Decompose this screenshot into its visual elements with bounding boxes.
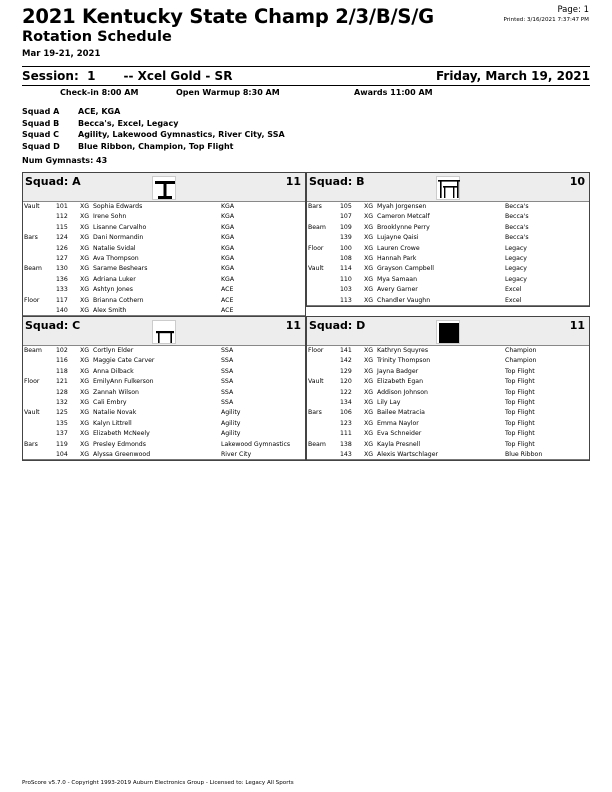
event-cell: Beam: [308, 223, 326, 231]
footer-copyright: ProScore v5.7.0 - Copyright 1993-2019 Auburn Electronics Group - Licensed to: Legacy All Sports: [22, 780, 294, 786]
level-cell: XG: [364, 275, 374, 283]
squad-roster: [23, 346, 305, 460]
level-cell: XG: [364, 296, 374, 304]
competitor-number: 130: [56, 265, 68, 273]
squad-key: Squad C: [22, 130, 59, 140]
table-row: [307, 419, 589, 429]
level-cell: XG: [364, 223, 374, 231]
level-cell: XG: [364, 388, 374, 396]
gymnast-name: Kathryn Squyres: [377, 347, 429, 354]
club-name: KGA: [221, 203, 235, 210]
squad-title: Squad: D: [309, 319, 366, 332]
table-row: [307, 233, 589, 243]
club-name: ACE: [221, 306, 234, 314]
gymnast-name: Grayson Campbell: [377, 265, 434, 273]
squad-panel-a: [22, 172, 306, 317]
squad-panel-header: [23, 317, 305, 346]
event-cell: Vault: [308, 265, 324, 273]
club-name: Top Flight: [505, 409, 535, 417]
table-row: [23, 254, 305, 264]
competitor-number: 103: [340, 286, 352, 294]
num-gymnasts: Num Gymnasts: 43: [22, 156, 108, 165]
competitor-number: 108: [340, 254, 352, 262]
club-name: Lakewood Gymnastics: [221, 440, 291, 448]
competitor-number: 137: [56, 430, 68, 438]
warmup-time: Open Warmup 8:30 AM: [176, 88, 280, 97]
club-name: Becca's: [505, 203, 529, 210]
event-cell: Floor: [308, 244, 324, 252]
table-row: [307, 388, 589, 398]
table-row: [23, 264, 305, 274]
level-cell: XG: [80, 223, 90, 231]
level-cell: XG: [364, 419, 374, 427]
level-cell: XG: [80, 367, 90, 375]
gymnast-name: Presley Edmonds: [93, 440, 146, 448]
squad-title: Squad: A: [25, 175, 81, 188]
gymnast-name: Natalie Svidal: [93, 244, 136, 252]
gymnast-name: Alexis Wartschlager: [377, 450, 439, 458]
gymnast-name: Bailee Matracia: [377, 409, 425, 417]
squad-key: Squad A: [22, 107, 60, 116]
gymnast-name: Lisanne Carvalho: [93, 223, 147, 231]
squad-title: Squad: C: [25, 319, 81, 332]
header-rule-top: [22, 66, 590, 67]
session-date: Friday, March 19, 2021: [435, 69, 590, 83]
club-name: KGA: [221, 254, 235, 262]
competitor-number: 129: [340, 367, 352, 375]
level-cell: XG: [364, 347, 374, 354]
level-cell: XG: [80, 347, 90, 354]
competitor-number: 102: [56, 347, 68, 354]
competitor-number: 101: [56, 203, 68, 210]
squad-list: [22, 106, 285, 152]
table-row: [307, 202, 589, 212]
squad-clubs: Blue Ribbon, Champion, Top Flight: [78, 141, 234, 151]
table-row: [307, 356, 589, 366]
page-number: Page: 1: [557, 5, 589, 15]
competitor-number: 117: [56, 296, 68, 304]
level-cell: XG: [364, 244, 374, 252]
competitor-number: 124: [56, 234, 68, 242]
table-row: [23, 356, 305, 366]
gymnast-name: Kalyn Littrell: [93, 419, 132, 427]
competitor-number: 119: [56, 440, 68, 448]
club-name: SSA: [221, 357, 234, 365]
gymnast-name: Ashtyn Jones: [93, 286, 133, 294]
competitor-number: 104: [56, 450, 68, 458]
table-row: [307, 450, 589, 460]
table-row: [23, 398, 305, 408]
club-name: KGA: [221, 244, 235, 252]
event-cell: Bars: [24, 234, 38, 242]
competitor-number: 116: [56, 357, 68, 365]
club-name: SSA: [221, 378, 234, 386]
squad-list-row: [22, 141, 285, 153]
squad-clubs: Agility, Lakewood Gymnastics, River City, SSA: [78, 130, 285, 140]
competitor-number: 107: [340, 213, 352, 221]
squad-panel-header: [307, 173, 589, 202]
level-cell: XG: [80, 275, 90, 283]
gymnast-name: Ava Thompson: [93, 254, 139, 262]
squad-clubs: Becca's, Excel, Legacy: [78, 118, 179, 128]
session-label-text: Session:: [22, 69, 79, 83]
meet-dates: Mar 19-21, 2021: [22, 49, 101, 59]
squad-count: 11: [285, 319, 301, 332]
gymnast-name: Hannah Park: [377, 254, 417, 262]
table-row: [23, 419, 305, 429]
gymnast-name: Myah Jorgensen: [377, 203, 427, 210]
table-row: [23, 212, 305, 222]
gymnast-name: Anna Dilback: [93, 367, 134, 375]
club-name: KGA: [221, 213, 235, 221]
gymnast-name: Cameron Metcalf: [377, 213, 430, 221]
level-cell: XG: [80, 440, 90, 448]
competitor-number: 122: [340, 388, 352, 396]
squad-list-row: [22, 129, 285, 141]
squad-count: 10: [569, 175, 585, 188]
event-cell: Vault: [24, 409, 40, 417]
club-name: Blue Ribbon: [505, 450, 543, 458]
event-cell: Vault: [308, 378, 324, 386]
event-cell: Floor: [24, 378, 40, 386]
club-name: Agility: [221, 409, 241, 417]
level-cell: XG: [80, 378, 90, 386]
level-cell: XG: [364, 286, 374, 294]
squad-count: 11: [569, 319, 585, 332]
level-cell: XG: [80, 244, 90, 252]
vault-table-icon: [152, 320, 176, 344]
gymnast-name: Cali Embry: [93, 398, 127, 406]
competitor-number: 115: [56, 223, 68, 231]
competitor-number: 140: [56, 306, 68, 314]
level-cell: XG: [364, 234, 374, 242]
competitor-number: 109: [340, 223, 352, 231]
table-row: [23, 275, 305, 285]
club-name: Champion: [505, 347, 537, 354]
level-cell: XG: [364, 265, 374, 273]
club-name: Agility: [221, 430, 241, 438]
table-row: [23, 296, 305, 306]
gymnast-name: Sarame Beshears: [93, 265, 148, 273]
table-row: [23, 346, 305, 356]
squad-count: 11: [285, 175, 301, 188]
competitor-number: 142: [340, 357, 352, 365]
level-cell: XG: [80, 203, 90, 210]
table-row: [23, 367, 305, 377]
event-cell: Bars: [24, 440, 38, 448]
competitor-number: 135: [56, 419, 68, 427]
gymnast-name: Emma Naylor: [377, 419, 419, 427]
table-row: [23, 429, 305, 439]
gymnast-name: Alex Smith: [93, 306, 127, 314]
level-cell: XG: [364, 367, 374, 375]
level-cell: XG: [364, 450, 374, 458]
club-name: Top Flight: [505, 430, 535, 438]
competitor-number: 133: [56, 286, 68, 294]
level-cell: XG: [80, 419, 90, 427]
table-row: [23, 223, 305, 233]
table-row: [307, 285, 589, 295]
competitor-number: 139: [340, 234, 352, 242]
club-name: Top Flight: [505, 378, 535, 386]
table-row: [23, 233, 305, 243]
level-cell: XG: [80, 430, 90, 438]
balance-beam-icon: [152, 176, 176, 200]
awards-time: Awards 11:00 AM: [354, 88, 433, 97]
competitor-number: 111: [340, 430, 352, 438]
table-row: [23, 388, 305, 398]
gymnast-name: Dani Normandin: [93, 234, 144, 242]
level-cell: XG: [364, 440, 374, 448]
gymnast-name: Zannah Wilson: [93, 388, 139, 396]
gymnast-name: Elizabeth McNeely: [93, 430, 150, 438]
table-row: [23, 450, 305, 460]
competitor-number: 132: [56, 398, 68, 406]
uneven-bars-icon: [436, 176, 460, 200]
level-cell: XG: [364, 378, 374, 386]
competitor-number: 114: [340, 265, 352, 273]
club-name: SSA: [221, 388, 234, 396]
document-subtitle: Rotation Schedule: [22, 29, 172, 45]
table-row: [307, 296, 589, 306]
event-cell: Floor: [24, 296, 40, 304]
competitor-number: 110: [340, 275, 352, 283]
gymnast-name: Elizabeth Egan: [377, 378, 423, 386]
session-level: -- Xcel Gold - SR: [123, 69, 233, 83]
competitor-number: 136: [56, 275, 68, 283]
club-name: ACE: [221, 296, 234, 304]
club-name: Excel: [505, 296, 522, 304]
gymnast-name: Brianna Cothern: [93, 296, 144, 304]
club-name: KGA: [221, 223, 235, 231]
competitor-number: 143: [340, 450, 352, 458]
club-name: KGA: [221, 234, 235, 242]
table-row: [23, 285, 305, 295]
club-name: Legacy: [505, 275, 527, 283]
squad-title: Squad: B: [309, 175, 365, 188]
table-row: [23, 244, 305, 254]
club-name: Legacy: [505, 254, 527, 262]
level-cell: XG: [80, 286, 90, 294]
club-name: Champion: [505, 357, 537, 365]
club-name: SSA: [221, 347, 234, 354]
club-name: Becca's: [505, 223, 529, 231]
table-row: [23, 408, 305, 418]
event-cell: Beam: [308, 440, 326, 448]
club-name: Top Flight: [505, 367, 535, 375]
club-name: KGA: [221, 265, 235, 273]
club-name: Agility: [221, 419, 241, 427]
competitor-number: 112: [56, 213, 68, 221]
competitor-number: 118: [56, 367, 68, 375]
gymnast-name: Trinity Thompson: [377, 357, 431, 365]
floor-square-icon: [436, 320, 460, 344]
competitor-number: 123: [340, 419, 352, 427]
competitor-number: 113: [340, 296, 352, 304]
table-row: [307, 398, 589, 408]
squad-roster: [307, 202, 589, 306]
table-row: [307, 244, 589, 254]
checkin-time: Check-in 8:00 AM: [60, 88, 139, 97]
event-cell: Bars: [308, 203, 322, 210]
event-cell: Floor: [308, 347, 324, 354]
level-cell: XG: [80, 234, 90, 242]
club-name: SSA: [221, 398, 234, 406]
gymnast-name: Lujayne Qaisi: [377, 234, 419, 242]
level-cell: XG: [80, 213, 90, 221]
document-title: 2021 Kentucky State Champ 2/3/B/S/G: [22, 5, 434, 28]
level-cell: XG: [80, 388, 90, 396]
level-cell: XG: [364, 203, 374, 210]
squad-clubs: ACE, KGA: [78, 107, 121, 116]
level-cell: XG: [80, 357, 90, 365]
squad-panel-c: [22, 316, 306, 461]
competitor-number: 100: [340, 244, 352, 252]
gymnast-name: Sophia Edwards: [93, 203, 143, 210]
gymnast-name: Alyssa Greenwood: [93, 450, 151, 458]
table-row: [307, 275, 589, 285]
level-cell: XG: [80, 254, 90, 262]
gymnast-name: Mya Samaan: [377, 275, 418, 283]
competitor-number: 138: [340, 440, 352, 448]
event-cell: Bars: [308, 409, 322, 417]
level-cell: XG: [80, 265, 90, 273]
club-name: Top Flight: [505, 398, 535, 406]
level-cell: XG: [80, 398, 90, 406]
gymnast-name: Maggie Cate Carver: [93, 357, 155, 365]
printed-timestamp: Printed: 3/16/2021 7:37:47 PM: [503, 17, 589, 23]
gymnast-name: Kayla Presnell: [377, 440, 421, 448]
competitor-number: 134: [340, 398, 352, 406]
table-row: [23, 377, 305, 387]
table-row: [307, 212, 589, 222]
gymnast-name: Lauren Crowe: [377, 244, 420, 252]
gymnast-name: Chandler Vaughn: [377, 296, 431, 304]
event-cell: Beam: [24, 347, 42, 354]
table-row: [307, 223, 589, 233]
gymnast-name: Brooklynne Perry: [377, 223, 430, 231]
squad-panel-header: [23, 173, 305, 202]
table-row: [23, 440, 305, 450]
club-name: Becca's: [505, 234, 529, 242]
gymnast-name: Eva Schneider: [377, 430, 422, 438]
squad-roster: [23, 202, 305, 316]
level-cell: XG: [80, 409, 90, 417]
competitor-number: 120: [340, 378, 352, 386]
level-cell: XG: [364, 398, 374, 406]
competitor-number: 127: [56, 254, 68, 262]
header-rule-bottom: [22, 85, 590, 86]
club-name: Top Flight: [505, 388, 535, 396]
squad-roster: [307, 346, 589, 460]
level-cell: XG: [364, 409, 374, 417]
level-cell: XG: [80, 296, 90, 304]
gymnast-name: Irene Sohn: [93, 213, 127, 221]
squad-panel-d: [306, 316, 590, 461]
table-row: [23, 202, 305, 212]
gymnast-name: Natalie Novak: [93, 409, 137, 417]
squad-panel-b: [306, 172, 590, 307]
session-label: [22, 69, 232, 83]
gymnast-name: Jayna Badger: [377, 367, 419, 375]
club-name: Becca's: [505, 213, 529, 221]
competitor-number: 126: [56, 244, 68, 252]
session-number: 1: [87, 69, 96, 83]
level-cell: XG: [364, 254, 374, 262]
club-name: ACE: [221, 286, 234, 294]
club-name: Excel: [505, 286, 522, 294]
gymnast-name: Avery Garner: [377, 286, 418, 294]
club-name: Top Flight: [505, 440, 535, 448]
competitor-number: 105: [340, 203, 352, 210]
competitor-number: 141: [340, 347, 352, 354]
table-row: [23, 306, 305, 316]
squad-panel-header: [307, 317, 589, 346]
club-name: River City: [221, 450, 252, 458]
gymnast-name: Adriana Luker: [93, 275, 136, 283]
gymnast-name: Addison Johnson: [377, 388, 428, 396]
event-cell: Vault: [24, 203, 40, 210]
competitor-number: 121: [56, 378, 68, 386]
table-row: [307, 346, 589, 356]
level-cell: XG: [364, 430, 374, 438]
club-name: KGA: [221, 275, 235, 283]
table-row: [307, 377, 589, 387]
table-row: [307, 264, 589, 274]
table-row: [307, 367, 589, 377]
squad-key: Squad B: [22, 118, 60, 128]
level-cell: XG: [364, 213, 374, 221]
event-cell: Beam: [24, 265, 42, 273]
gymnast-name: EmilyAnn Fulkerson: [93, 378, 154, 386]
club-name: Legacy: [505, 265, 527, 273]
table-row: [307, 440, 589, 450]
club-name: SSA: [221, 367, 234, 375]
squad-list-row: [22, 118, 285, 130]
squad-list-row: [22, 106, 285, 118]
gymnast-name: Cortlyn Elder: [93, 347, 134, 354]
competitor-number: 128: [56, 388, 68, 396]
table-row: [307, 408, 589, 418]
squad-key: Squad D: [22, 141, 60, 151]
gymnast-name: Lily Lay: [377, 398, 401, 406]
table-row: [307, 254, 589, 264]
table-row: [307, 429, 589, 439]
club-name: Legacy: [505, 244, 527, 252]
competitor-number: 106: [340, 409, 352, 417]
club-name: Top Flight: [505, 419, 535, 427]
level-cell: XG: [80, 450, 90, 458]
level-cell: XG: [364, 357, 374, 365]
competitor-number: 125: [56, 409, 68, 417]
level-cell: XG: [80, 306, 90, 314]
